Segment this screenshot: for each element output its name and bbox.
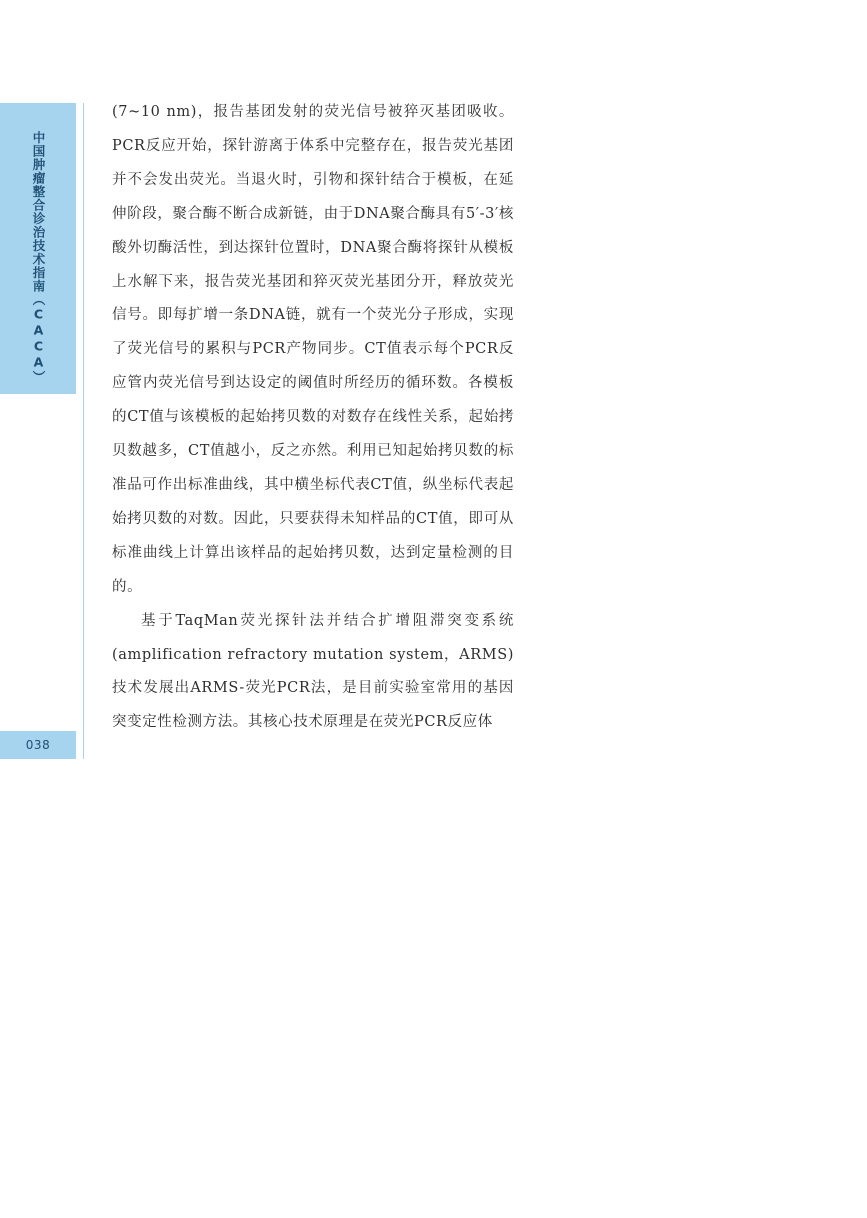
body-text — [112, 96, 514, 740]
margin-divider-line — [83, 103, 84, 759]
chapter-side-tab — [0, 103, 76, 394]
page-number-tab — [0, 731, 76, 759]
paragraph: 基于TaqMan荧光探针法并结合扩增阻滞突变系统(amplification refractory mutation system，ARMS)技术发展出ARMS-荧光PCR法，是目前实验室常用的基因突变定性检测方法。其核心技术原理是在荧光PCR反应体 — [112, 612, 514, 731]
paragraph: (7~10 nm)，报告基团发射的荧光信号被猝灭基团吸收。PCR反应开始，探针游离于体系中完整存在，报告荧光基团并不会发出荧光。当退火时，引物和探针结合于模板，在延伸阶段，聚合酶不断合成新链，由于DNA聚合酶具有5′-3′核酸外切酶活性，到达探针位置时，DNA聚合酶将探针从模板上水解下来，报告荧光基团和猝灭荧光基团分开，释放荧光信号。即每扩增一条DNA链，就有一个荧光分子形成，实现了荧光信号的累积与PCR产物同步。CT值表示每个PCR反应管内荧光信号到达设定的阈值时所经历的循环数。各模板的CT值与该模板的起始拷贝数的对数存在线性关系，起始拷贝数越多，CT值越小，反之亦然。利用已知起始拷贝数的标准品可作出标准曲线，其中横坐标代表CT值，纵坐标代表起始拷贝数的对数。因此，只要获得未知样品的CT值，即可从标准曲线上计算出该样品的起始拷贝数，达到定量检测的目的。 — [112, 104, 514, 595]
page-number: 038 — [25, 738, 51, 752]
book-title: 中国肿瘤整合诊治技术指南（CACA） — [31, 131, 46, 384]
